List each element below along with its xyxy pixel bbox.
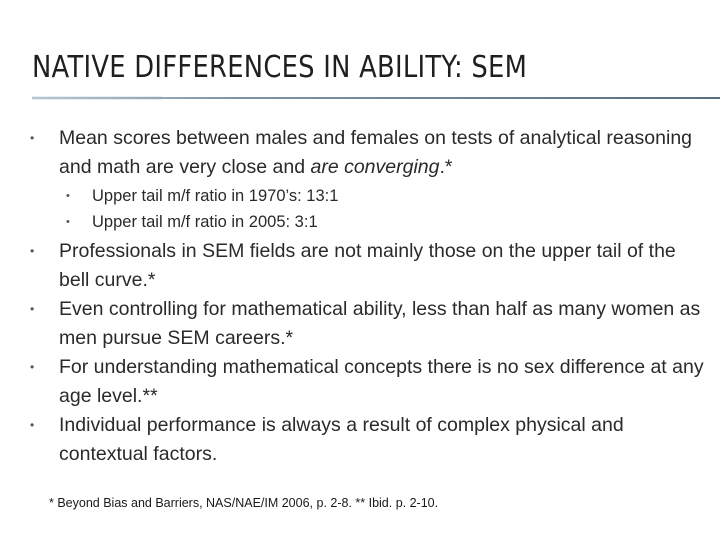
bullet-text: Mean scores between males and females on tests of analytical reasoning and math are very close and: [59, 127, 693, 178]
bullet-item: [30, 411, 710, 469]
bullet-dot-icon: •: [30, 244, 35, 258]
slide-title: NATIVE DIFFERENCES IN ABILITY: SEM: [32, 50, 528, 85]
bullet-text: Professionals in SEM fields are not mainly those on the upper tail of the bell curve.*: [59, 240, 676, 291]
footnote: * Beyond Bias and Barriers, NAS/NAE/IM 2006, p. 2-8. ** Ibid. p. 2-10.: [49, 496, 439, 510]
sub-bullet-dot-icon: •: [66, 216, 70, 228]
sub-bullet-item: [30, 183, 710, 209]
bullet-item: [30, 124, 710, 182]
bullet-item: [30, 353, 710, 411]
title-rule: [32, 97, 720, 99]
bullet-text: For understanding mathematical concepts there is no sex difference at any age level.**: [59, 356, 704, 407]
bullet-list: [30, 124, 710, 469]
sub-bullet-text: Upper tail m/f ratio in 2005: 3:1: [92, 213, 318, 231]
sub-bullet-dot-icon: •: [66, 190, 70, 202]
bullet-item: [30, 237, 710, 295]
bullet-text: Even controlling for mathematical ability, less than half as many women as men pursue SEM careers.*: [59, 298, 701, 349]
sub-bullet-item: [30, 209, 710, 235]
bullet-text: Individual performance is always a result of complex physical and contextual factors.: [59, 414, 624, 465]
sub-bullet-list: [30, 183, 710, 235]
bullet-dot-icon: •: [30, 302, 35, 316]
bullet-text-end: .*: [439, 156, 453, 178]
bullet-item: [30, 295, 710, 353]
bullet-emphasis: are converging: [310, 156, 440, 178]
bullet-dot-icon: •: [30, 360, 35, 374]
bullet-dot-icon: •: [30, 131, 35, 145]
sub-bullet-text: Upper tail m/f ratio in 1970’s: 13:1: [92, 187, 339, 205]
bullet-dot-icon: •: [30, 418, 35, 432]
